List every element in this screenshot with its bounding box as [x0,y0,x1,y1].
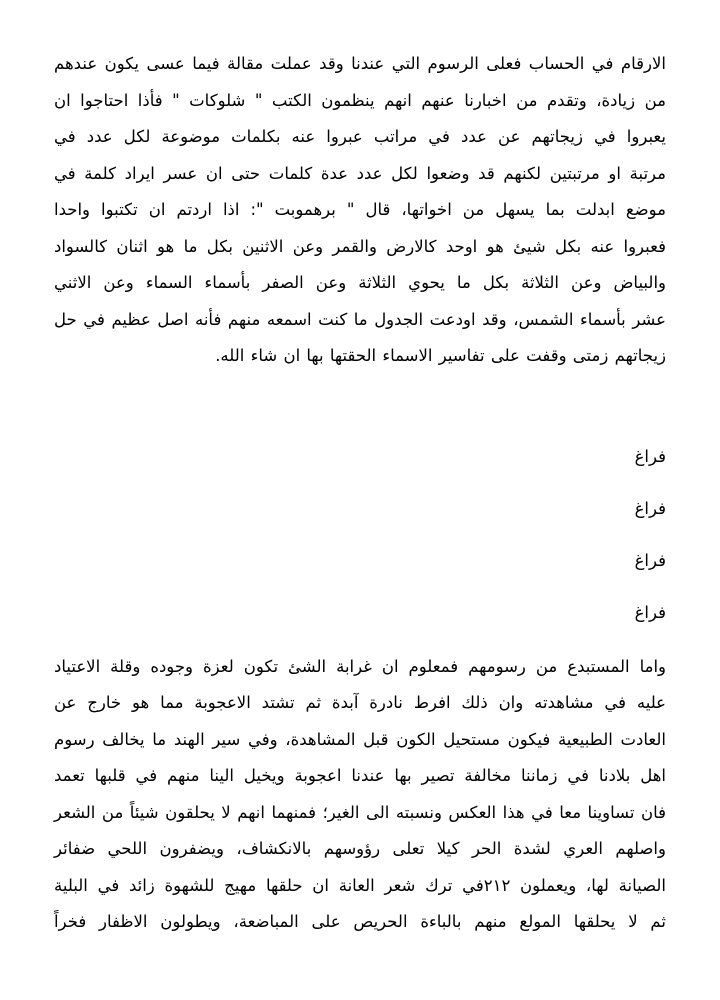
placeholder-text: فراغ [634,498,666,518]
paragraph-1 [54,46,666,375]
paragraph-2-line: العادت الطبيعية فيكون مستحيل الكون قبل المشاهدة، وفي سير الهند ما يخالف رسوم [54,729,666,749]
paragraph-2-line: ثم لا يحلقها المولع منهم بالباءة الحريص على المباضعة، ويطولون الاظفار فخراً [54,912,666,931]
paragraph-2-line: واصلهم العري لشدة الحر كيلا تعلى رؤوسهم بالانكشاف، ويضفرون اللحي ضفائر [54,839,666,858]
paragraph-2-line: الصيانة لها، ويعملون ٢١٢في ترك شعر العانة ان حلقها مهيج للشهوة زائد في البلية [54,875,667,895]
paragraph-2-line: عليه في مشاهدته وان ذلك افرط نادرة آبدة ثم تشتد الاعجوبة مما هو خارج عن [54,693,666,712]
paragraph-1-line: زيجاتهم زمتى وقفت على تفاسير الاسماء الحقتها بها ان شاء الله. [215,346,666,365]
placeholder-text: فراغ [634,550,666,570]
paragraph-2 [54,649,666,941]
paragraph-1-line: فعبروا عنه بكل شيئ هو اوحد كالارض والقمر وعن الاثنين بكل ما هو اثنان كالسواد [54,236,666,256]
paragraph-1-line: والبياض وعن الثلاثة بكل ما يحوي الثلاثة وعن الصفر بأسماء السماء وعن الاثني [54,273,666,292]
spacer [54,375,666,431]
paragraph-1-line: مرتبة او مرتبتين لكنهم قد وضعوا لكل عدد عدة كلمات حتى ان عسر ايراد كلمة في [54,163,666,183]
placeholder-text: فراغ [634,446,666,466]
paragraph-1-line: عشر بأسماء الشمس، وقد اودعت الجدول ما كنت اسمعه منهم فأنه اصل عظيم في حل [54,309,666,329]
placeholder-list [54,431,666,639]
paragraph-1-line: من زيادة، وتقدم من اخبارنا عنهم انهم ينظمون الكتب " شلوكات " فأذا احتاجوا ان [54,90,666,110]
paragraph-1-line: موضع ابدلت بما يسهل من اخواتها، قال " برهموبت ": اذا اردتم ان تكتبوا واحدا [54,200,666,219]
paragraph-1-line: الارقام في الحساب فعلى الرسوم التي عندنا وقد عملت مقالة فيما عسى يكون عندهم [54,54,666,73]
paragraph-2-line: اهل بلادنا في زماننا مخالفة تصير بها عندنا اعجوبة ويخيل الينا منهم في قلبها تعمد [54,766,666,785]
paragraph-2-line: واما المستبدع من رسومهم فمعلوم ان غرابة الشئ تكون لعزة وجوده وقلة الاعتياد [54,656,666,676]
paragraph-1-line: يعبروا في زيجاتهم عن عدد في مراتب عبروا عنه بكلمات موضوعة لكل عدد في [54,127,666,146]
placeholder-text: فراغ [634,602,666,622]
paragraph-2-line: فان تساوينا معا في هذا العكس ونسبته الى الغير؛ فمنهما انهم لا يحلقون شيئاً من الشعر [54,802,666,822]
document-page [54,46,666,941]
